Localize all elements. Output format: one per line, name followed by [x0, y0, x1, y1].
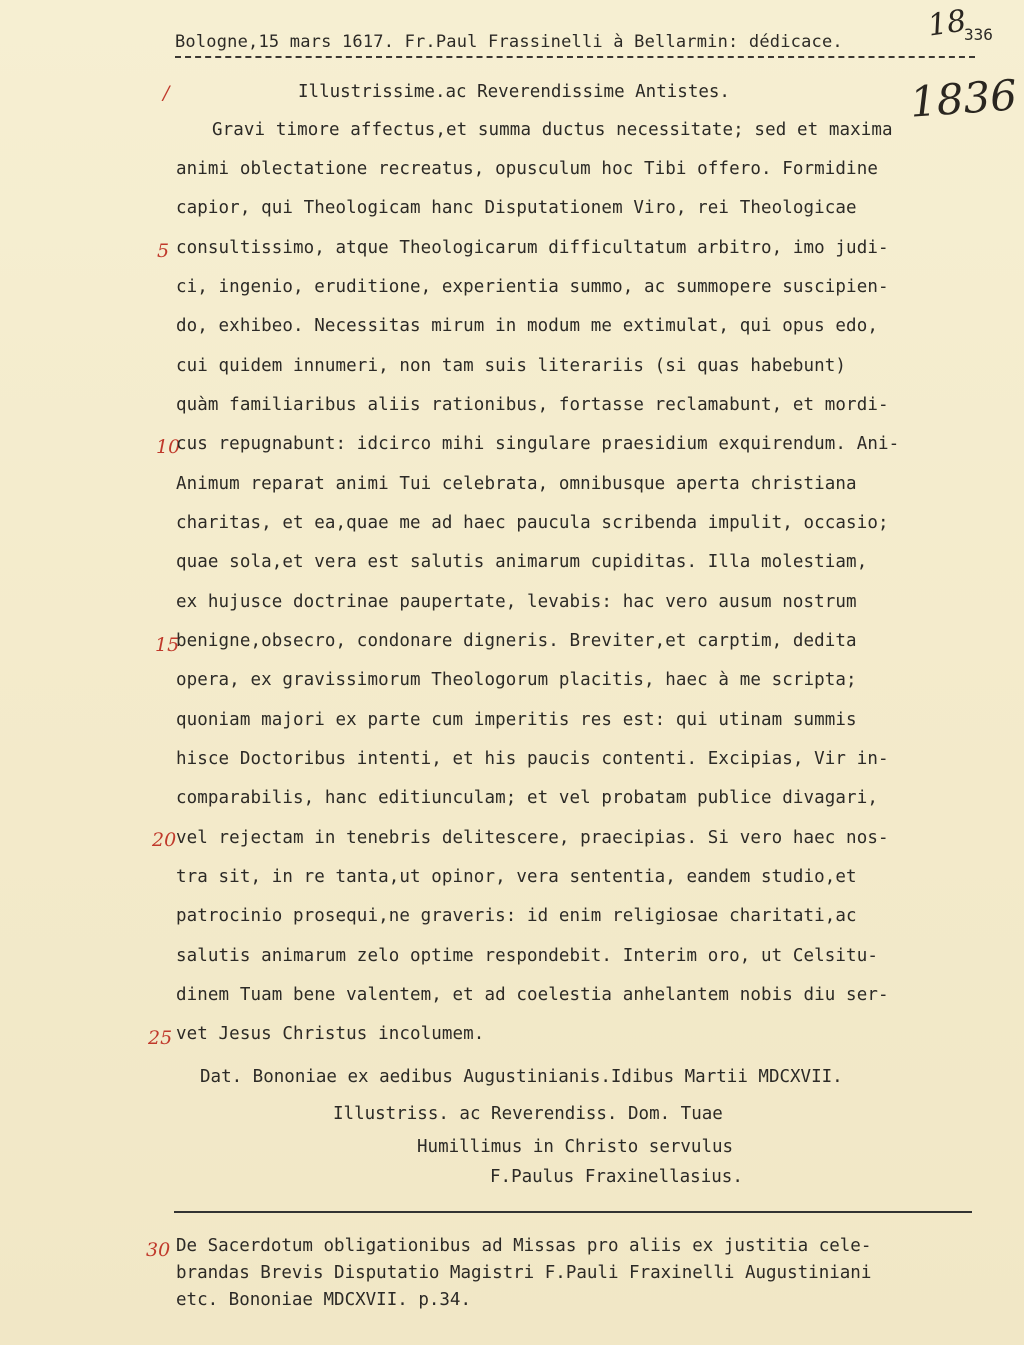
letter-line: capior, qui Theologicam hanc Disputationem Viro, rei Theologicae — [176, 198, 857, 218]
letter-line: charitas, et ea,quae me ad haec paucula scribenda impulit, occasio; — [176, 513, 889, 533]
footnote-divider — [174, 1211, 972, 1213]
letter-line: salutis animarum zelo optime respondebit. Interim oro, ut Celsitu- — [176, 946, 878, 966]
letter-line: ci, ingenio, eruditione, experientia summo, ac summopere suscipien- — [176, 277, 889, 297]
margin-line-number-5: 5 — [157, 240, 170, 262]
letter-line: opera, ex gravissimorum Theologorum placitis, haec à me scripta; — [176, 670, 857, 690]
letter-line: quae sola,et vera est salutis animarum cupiditas. Illa molestiam, — [176, 552, 868, 572]
letter-closing-formula: Illustriss. ac Reverendiss. Dom. Tuae — [333, 1104, 723, 1124]
margin-line-number-30: 30 — [146, 1239, 171, 1261]
letter-dateline: Dat. Bononiae ex aedibus Augustinianis.Idibus Martii MDCXVII. — [200, 1067, 843, 1087]
letter-line: patrocinio prosequi,ne graveris: id enim religiosae charitati,ac — [176, 906, 857, 926]
letter-line: tra sit, in re tanta,ut opinor, vera sententia, eandem studio,et — [176, 867, 857, 887]
letter-signature: F.Paulus Fraxinellasius. — [490, 1167, 743, 1187]
page-number: 336 — [964, 25, 993, 44]
letter-closing-humility: Humillimus in Christo servulus — [417, 1137, 734, 1157]
letter-line: quàm familiaribus aliis rationibus, fortasse reclamabunt, et mordi- — [176, 395, 889, 415]
handwritten-folio-number: 18 — [925, 3, 969, 44]
letter-line: animi oblectatione recreatus, opusculum hoc Tibi offero. Formidine — [176, 159, 878, 179]
header-underline — [175, 56, 975, 58]
letter-line: vet Jesus Christus incolumem. — [176, 1024, 485, 1044]
letter-line: dinem Tuam bene valentem, et ad coelestia anhelantem nobis diu ser- — [176, 985, 889, 1005]
letter-line: cus repugnabunt: idcirco mihi singulare praesidium exquirendum. Ani- — [176, 434, 900, 454]
margin-line-number-25: 25 — [148, 1027, 173, 1049]
letter-line: consultissimo, atque Theologicarum difficultatum arbitro, imo judi- — [176, 238, 889, 258]
margin-line-number-15: 15 — [155, 634, 180, 656]
margin-line-number-1: / — [163, 82, 170, 104]
margin-line-number-20: 20 — [152, 829, 177, 851]
page-header-title: Bologne,15 mars 1617. Fr.Paul Frassinelli à Bellarmin: dédicace. — [175, 32, 843, 52]
handwritten-document-number: 1836 — [908, 70, 1019, 127]
footnote-line: brandas Brevis Disputatio Magistri F.Pauli Fraxinelli Augustiniani — [176, 1263, 872, 1283]
letter-line: hisce Doctoribus intenti, et his paucis contenti. Excipias, Vir in- — [176, 749, 889, 769]
letter-line: quoniam majori ex parte cum imperitis res est: qui utinam summis — [176, 710, 857, 730]
letter-line: comparabilis, hanc editiunculam; et vel probatam publice divagari, — [176, 788, 878, 808]
letter-line: Animum reparat animi Tui celebrata, omnibusque aperta christiana — [176, 474, 857, 494]
letter-line: benigne,obsecro, condonare digneris. Breviter,et carptim, dedita — [176, 631, 857, 651]
letter-line: ex hujusce doctrinae paupertate, levabis: hac vero ausum nostrum — [176, 592, 857, 612]
footnote-line: etc. Bononiae MDCXVII. p.34. — [176, 1290, 472, 1310]
letter-salutation: Illustrissime.ac Reverendissime Antistes. — [298, 82, 730, 102]
letter-line: do, exhibeo. Necessitas mirum in modum me extimulat, qui opus edo, — [176, 316, 878, 336]
letter-line: Gravi timore affectus,et summa ductus necessitate; sed et maxima — [212, 120, 893, 140]
margin-line-number-10: 10 — [156, 436, 181, 458]
letter-line: vel rejectam in tenebris delitescere, praecipias. Si vero haec nos- — [176, 828, 889, 848]
footnote-line: De Sacerdotum obligationibus ad Missas pro aliis ex justitia cele- — [176, 1236, 872, 1256]
letter-line: cui quidem innumeri, non tam suis literariis (si quas habebunt) — [176, 356, 847, 376]
